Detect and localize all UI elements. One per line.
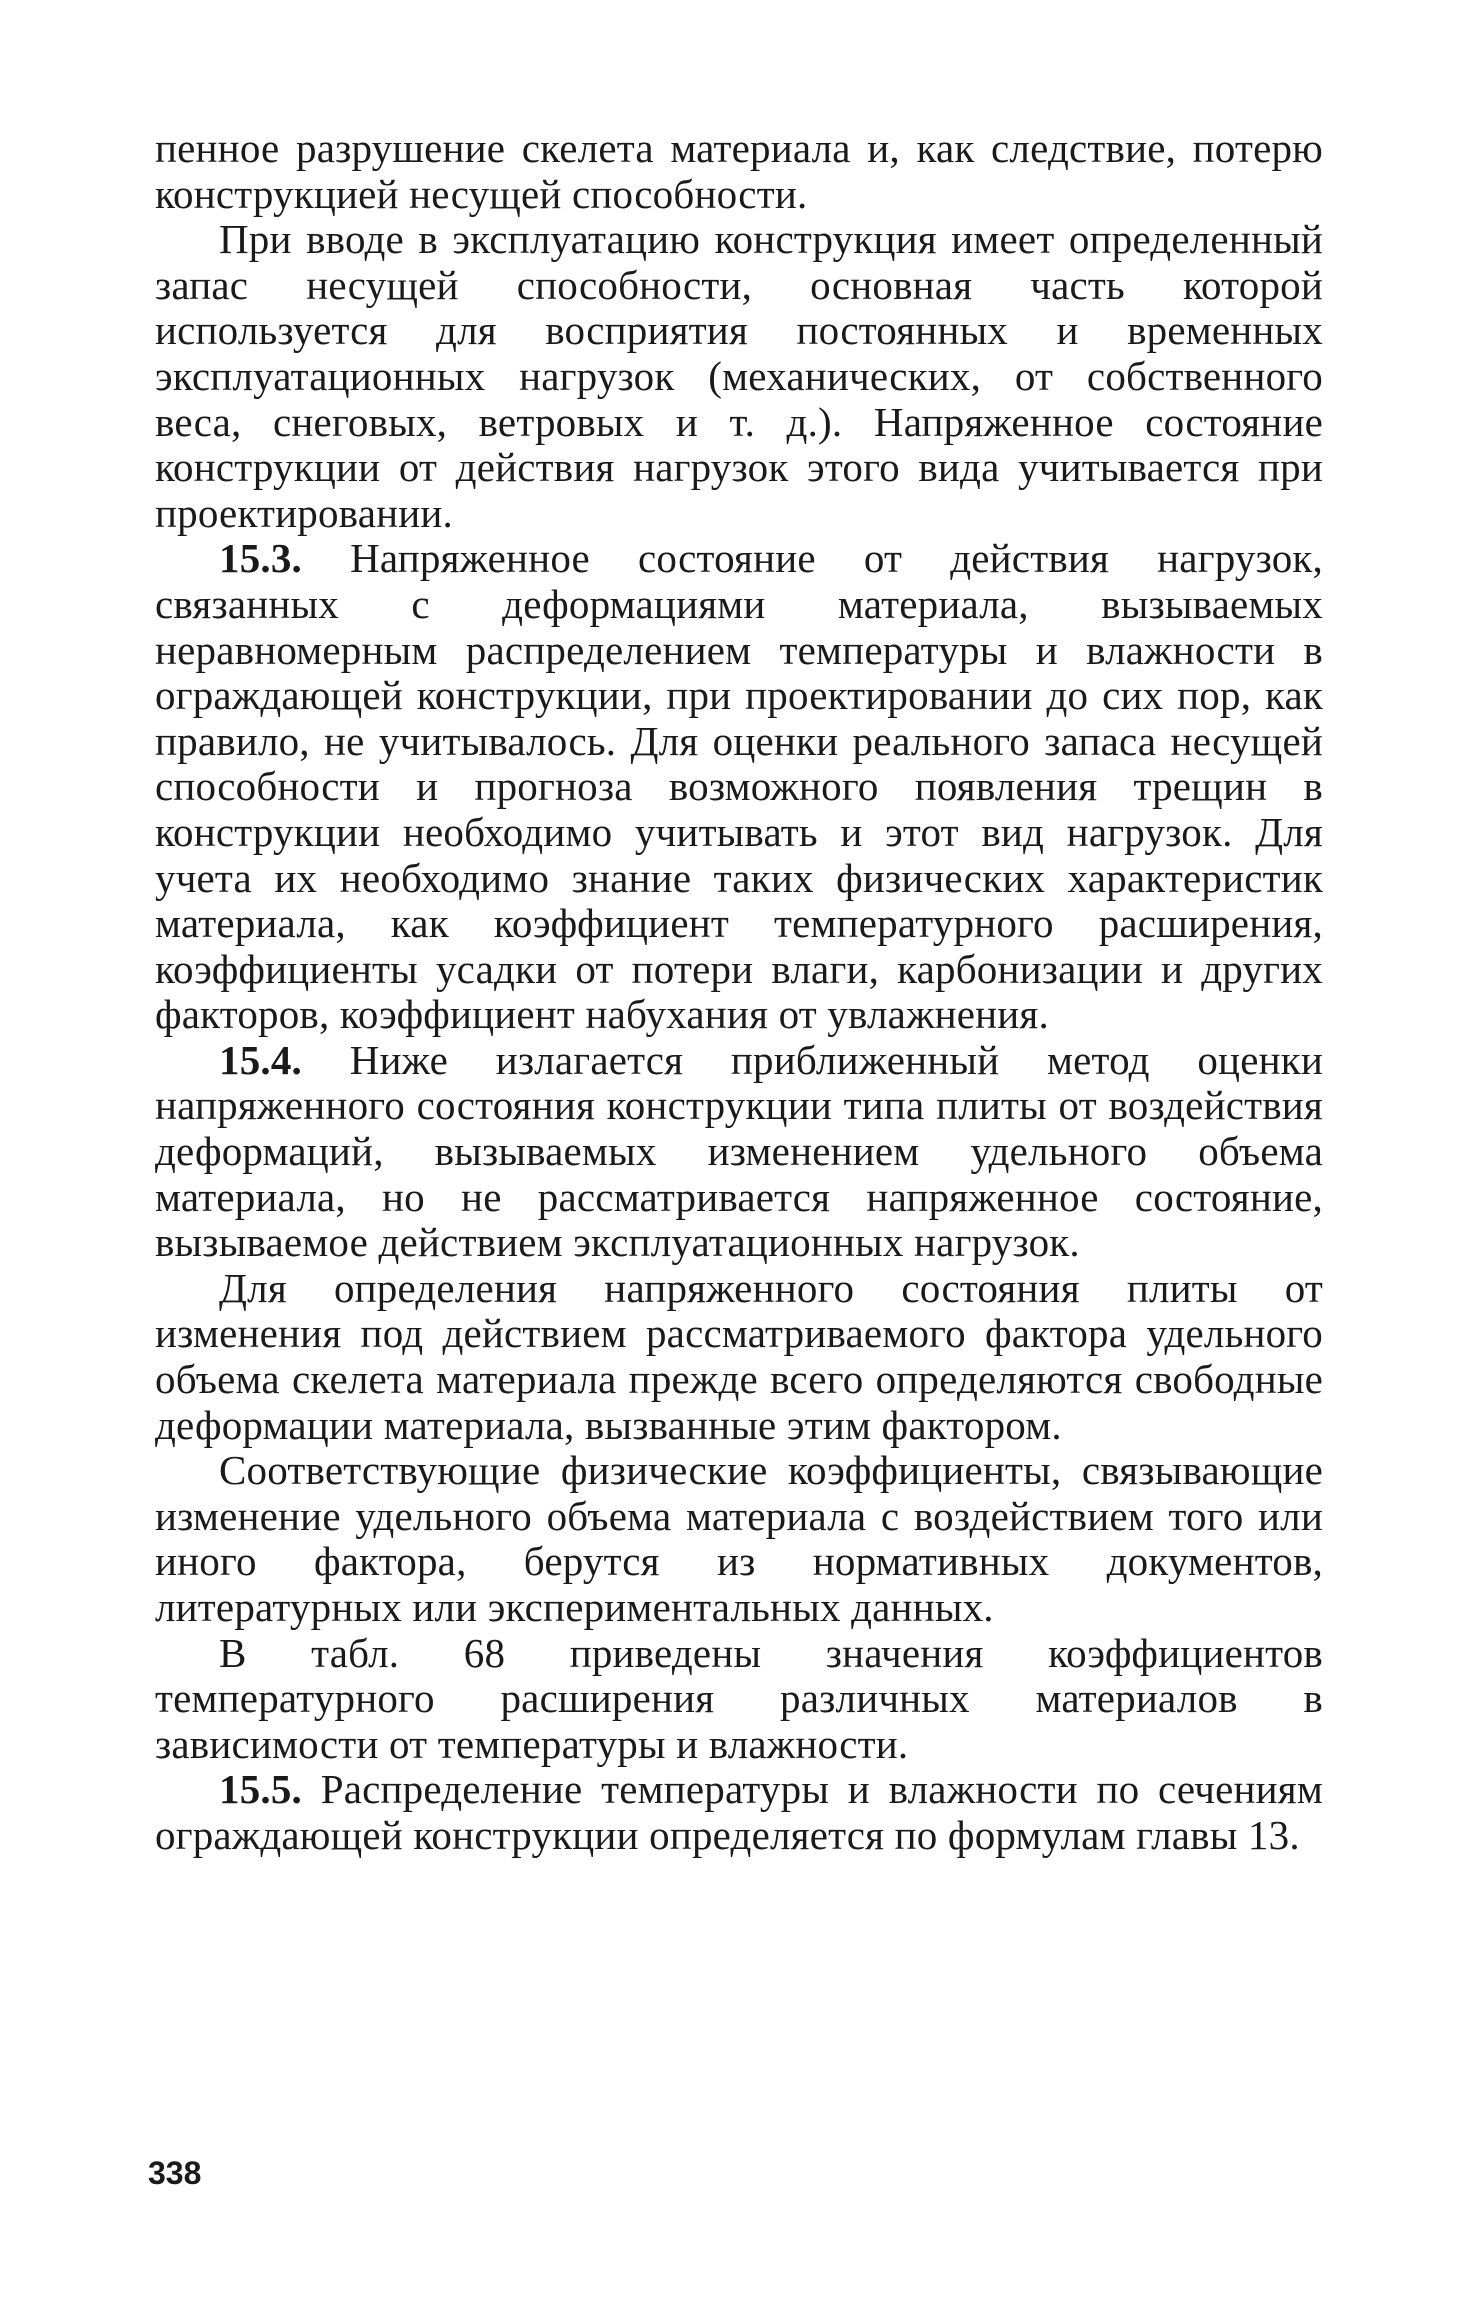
paragraph-text: В табл. 68 приведены значения коэффициентов температурного расширения различных материалов в зависимости от температуры и влажности. <box>155 1629 1323 1767</box>
paragraph-physical-coefficients <box>155 1448 1323 1630</box>
paragraph-continuation <box>155 126 1323 217</box>
paragraph-text: Соответствующие физические коэффициенты, связывающие изменение удельного объема материала с воздействием того или иного фактора, берутся из нормативных документов, литературных или экспериментальных данных. <box>155 1447 1323 1630</box>
section-15-3 <box>155 536 1323 1038</box>
paragraph-text: При вводе в эксплуатацию конструкция имеет определенный запас несущей способности, основная часть которой используется для восприятия постоянных и временных эксплуатационных нагрузок (механических, от собственного веса, снеговых, ветровых и т. д.). Напряженное состояние конструкции от действия нагрузок этого вида учитывается при проектировании. <box>155 216 1323 536</box>
paragraph-stress-determination <box>155 1266 1323 1448</box>
paragraph-text: пенное разрушение скелета материала и, как следствие, потерю конструкцией несущей способности. <box>155 125 1323 217</box>
section-number: 15.4. <box>219 1036 302 1083</box>
section-15-5 <box>155 1767 1323 1858</box>
paragraph-text: Распределение температуры и влажности по сечениям ограждающей конструкции определяется по формулам главы 13. <box>155 1766 1323 1858</box>
paragraph-text: Напряженное состояние от действия нагрузок, связанных с деформациями материала, вызываемых неравномерным распределением температуры и влажности в ограждающей конструкции, при проектировании до сих пор, как правило, не учитывалось. Для оценки реального запаса несущей способности и прогноза возможного появления трещин в конструкции необходимо учитывать и этот вид нагрузок. Для учета их необходимо знание таких физических характеристик материала, как коэффициент температурного расширения, коэффициенты усадки от потери влаги, карбонизации и других факторов, коэффициент набухания от увлажнения. <box>155 535 1323 1038</box>
paragraph-operation-load <box>155 217 1323 536</box>
section-number: 15.3. <box>219 535 302 582</box>
paragraph-table-reference <box>155 1631 1323 1768</box>
paragraph-text: Ниже излагается приближенный метод оценки напряженного состояния конструкции типа плиты от воздействия деформаций, вызываемых изменением удельного объема материала, но не рассматривается напряженное состояние, вызываемое действием эксплуатационных нагрузок. <box>155 1036 1323 1266</box>
section-number: 15.5. <box>219 1766 302 1813</box>
section-15-4 <box>155 1038 1323 1266</box>
paragraph-text: Для определения напряженного состояния плиты от изменения под действием рассматриваемого фактора удельного объема скелета материала прежде всего определяются свободные деформации материала, вызванные этим фактором. <box>155 1264 1323 1448</box>
page-body <box>155 126 1323 1859</box>
page-number: 338 <box>148 2155 202 2191</box>
